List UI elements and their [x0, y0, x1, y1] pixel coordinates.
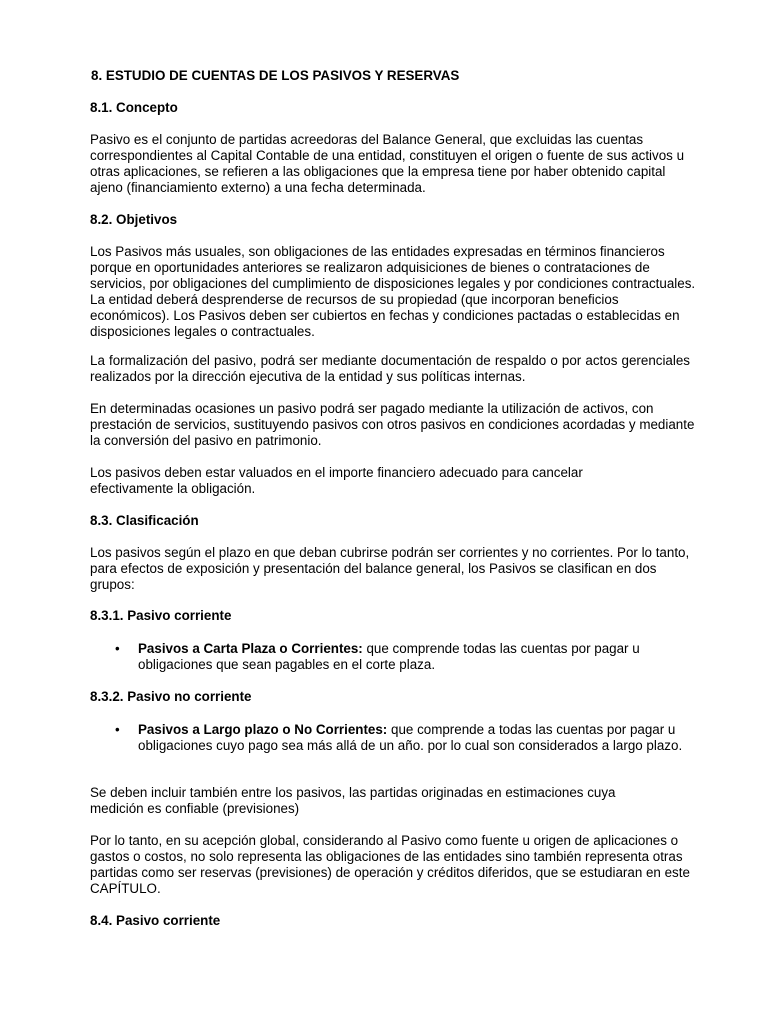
bullet-item-description: que comprende a todas las cuentas por pagar u obligaciones cuyo pago sea más allá de un año. por lo cual son considerados a largo plazo. [138, 722, 683, 753]
paragraph-objetivos-3: En determinadas ocasiones un pasivo podrá ser pagado mediante la utilización de activos, con prestación de servicios, sustituyendo pasivos con otros pasivos en condiciones acordadas y mediante la conversión del pasivo en patrimonio. [90, 401, 695, 448]
section-heading-8-2: 8.2. Objetivos [90, 212, 178, 227]
document-title: 8. ESTUDIO DE CUENTAS DE LOS PASIVOS Y RESERVAS [91, 68, 460, 83]
bullet-item-pasivo-no-corriente [138, 722, 683, 754]
bullet-marker: • [115, 641, 120, 656]
bullet-item-term: Pasivos a Carta Plaza o Corrientes: [138, 641, 363, 656]
paragraph-concepto: Pasivo es el conjunto de partidas acreedoras del Balance General, que excluidas las cuentas correspondientes al Capital Contable de una entidad, constituyen el origen o fuente de sus activos u otras aplicaciones, se refieren a las obligaciones que la empresa tiene por haber obtenido capital ajeno (financiamiento externo) a una fecha determinada. [90, 132, 685, 195]
bullet-marker: • [115, 722, 120, 737]
section-heading-8-3-2: 8.3.2. Pasivo no corriente [90, 689, 252, 704]
bullet-item-pasivo-corriente [138, 641, 678, 673]
section-heading-8-3: 8.3. Clasificación [90, 513, 199, 528]
paragraph-objetivos-2: La formalización del pasivo, podrá ser mediante documentación de respaldo o por actos gerenciales realizados por la dirección ejecutiva de la entidad y sus políticas internas. [90, 353, 690, 384]
paragraph-clasificacion-2: Se deben incluir también entre los pasivos, las partidas originadas en estimaciones cuya medición es confiable (previsiones) [90, 785, 616, 816]
bullet-item-term: Pasivos a Largo plazo o No Corrientes: [138, 722, 388, 737]
section-heading-8-3-1: 8.3.1. Pasivo corriente [90, 608, 232, 623]
paragraph-clasificacion-3: Por lo tanto, en su acepción global, considerando al Pasivo como fuente u origen de aplicaciones o gastos o costos, no solo representa las obligaciones de las entidades sino también representa otras partidas como ser reservas (previsiones) de operación y créditos diferidos, que se estudiaran en este CAPÍTULO. [90, 833, 690, 896]
paragraph-objetivos-4: Los pasivos deben estar valuados en el importe financiero adecuado para cancelar efectivamente la obligación. [90, 465, 583, 496]
paragraph-objetivos-1: Los Pasivos más usuales, son obligaciones de las entidades expresadas en términos financieros porque en oportunidades anteriores se realizaron adquisiciones de bienes o contrataciones de servicios, por obligaciones del cumplimiento de disposiciones legales y por condiciones contractuales. La entidad deberá desprenderse de recursos de su propiedad (que incorporan beneficios económicos). Los Pasivos deben ser cubiertos en fechas y condiciones pactadas o establecidas en disposiciones legales o contractuales. [90, 244, 696, 339]
bullet-item-description: que comprende todas las cuentas por pagar u obligaciones que sean pagables en el corte plaza. [138, 641, 640, 672]
section-heading-8-1: 8.1. Concepto [90, 100, 178, 115]
section-heading-8-4: 8.4. Pasivo corriente [90, 913, 221, 928]
paragraph-clasificacion-1: Los pasivos según el plazo en que deban cubrirse podrán ser corrientes y no corrientes. Por lo tanto, para efectos de exposición y presentación del balance general, los Pasivos se clasifican en dos grupos: [90, 545, 690, 592]
